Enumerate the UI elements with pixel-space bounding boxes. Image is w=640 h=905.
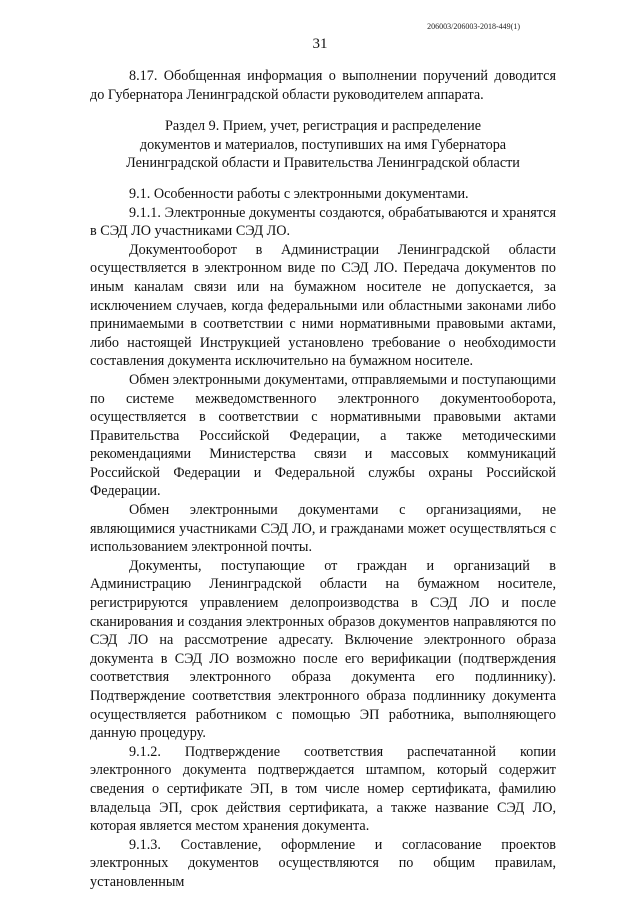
section-heading-line: Ленинградской области и Правительства Ленинградской области: [126, 155, 520, 172]
section-heading: [90, 117, 556, 173]
paragraph-8-17: 8.17. Обобщенная информация о выполнении поручений доводится до Губернатора Ленинградской области руководителем аппарата.: [90, 68, 556, 103]
document-id: 206003/206003-2018-449(1): [427, 22, 520, 31]
paragraph: 9.1.3. Составление, оформление и согласование проектов электронных документов осуществляются по общим правилам, установленным: [90, 836, 556, 890]
document-body: [90, 67, 556, 892]
paragraph: Документы, поступающие от граждан и организаций в Администрацию Ленинградской области на бумажном носителе, регистрируются управлением делопроизводства в СЭД ЛО и после сканирования и создания электронных образов документов направляются по СЭД ЛО на рассмотрение адресату. Включение электронного образа документа в СЭД ЛО возможно после его верификации (подтверждения соответствия электронного образа документа его подлиннику). Подтверждение соответствия электронного образа подлиннику документа осуществляется работником с помощью ЭП работника, выполняющего данную процедуру.: [90, 557, 556, 742]
paragraph: Документооборот в Администрации Ленинградской области осуществляется в электронном виде по СЭД ЛО. Передача документов по иным каналам связи или на бумажном носителе не допускается, за исключением случаев, когда федеральными или областными законами либо принимаемыми в соответствии с ними нормативными правовыми актами, либо настоящей Инструкцией установлено требование о необходимости составления документа исключительно на бумажном носителе.: [90, 241, 556, 370]
section-heading-line: Раздел 9. Прием, учет, регистрация и распределение: [164, 118, 482, 135]
paragraph: 9.1. Особенности работы с электронными документами.: [129, 185, 469, 202]
section-heading-line: документов и материалов, поступивших на имя Губернатора: [139, 136, 507, 153]
paragraph: 9.1.2. Подтверждение соответствия распечатанной копии электронного документа подтверждается штампом, который содержит сведения о сертификате ЭП, в том числе номер сертификата, фамилию владельца ЭП, срок действия сертификата, а также название СЭД ЛО, которая является местом хранения документа.: [90, 743, 556, 835]
paragraph: 9.1.1. Электронные документы создаются, обрабатываются и хранятся в СЭД ЛО участниками СЭД ЛО.: [90, 204, 556, 240]
page-number: 31: [312, 36, 328, 52]
paragraph: Обмен электронными документами с организациями, не являющимися участниками СЭД ЛО, и гражданами может осуществляться с использованием электронной почты.: [90, 502, 556, 556]
paragraph: Обмен электронными документами, отправляемыми и поступающими по системе межведомственного электронного документооборота, осуществляется в соответствии с нормативными правовыми актами Правительства Российской Федерации, а также методическими рекомендациями Министерства связи и массовых коммуникаций Российской Федерации и Федеральной службы охраны Российской Федерации.: [90, 371, 556, 500]
